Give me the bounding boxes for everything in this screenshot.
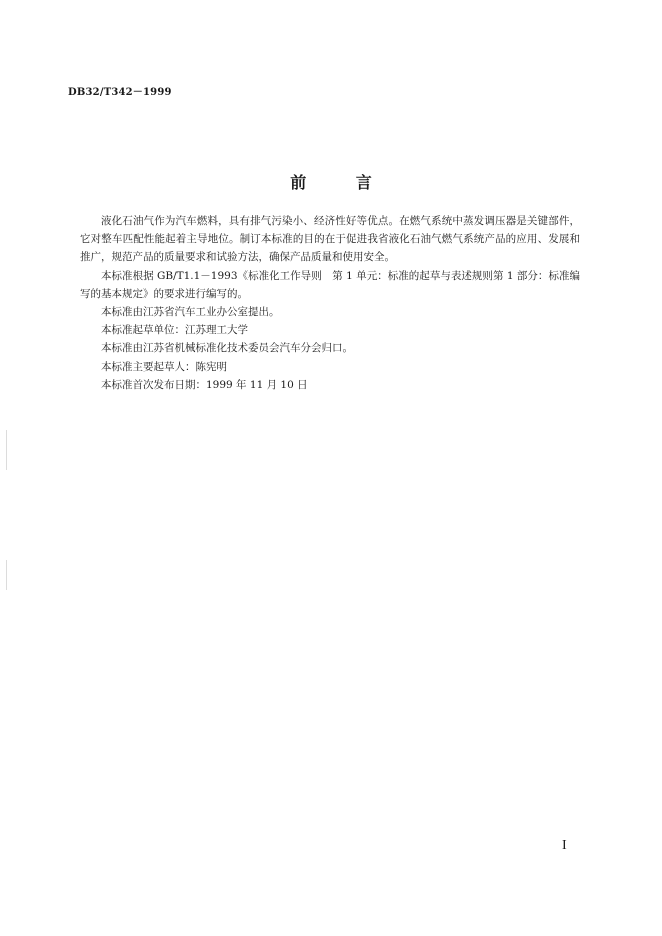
paragraph-drafter: 本标准主要起草人：陈宪明 <box>101 360 227 373</box>
page-number: I <box>562 838 567 853</box>
paragraph-introduction: 液化石油气作为汽车燃料，具有排气污染小、经济性好等优点。在燃气系统中蒸发调压器是关键部件，它对整车匹配性能起着主导地位。制订本标准的目的在于促进我省液化石油气燃气系统产品的应用、发展和推广，规范产品的质量要求和试验方法，确保产品质量和使用安全。 <box>80 215 580 264</box>
paragraph-release-date: 本标准首次发布日期：1999 年 11 月 10 日 <box>101 378 308 391</box>
paragraph-drafting-unit: 本标准起草单位：江苏理工大学 <box>101 324 248 337</box>
paragraph-administrator: 本标准由江苏省机械标准化技术委员会汽车分会归口。 <box>101 342 353 355</box>
binding-margin-mark <box>6 560 7 590</box>
document-code: DB32/T342－1999 <box>68 87 172 98</box>
paragraph-proposer: 本标准由江苏省汽车工业办公室提出。 <box>101 306 280 319</box>
binding-margin-mark <box>6 430 7 470</box>
foreword-body <box>80 212 580 394</box>
page-title: 前 言 <box>290 173 394 192</box>
paragraph-basis: 本标准根据 GB/T1.1－1993《标准化工作导则 第 1 单元：标准的起草与表述规则第 1 部分：标准编写的基本规定》的要求进行编写的。 <box>80 269 580 300</box>
